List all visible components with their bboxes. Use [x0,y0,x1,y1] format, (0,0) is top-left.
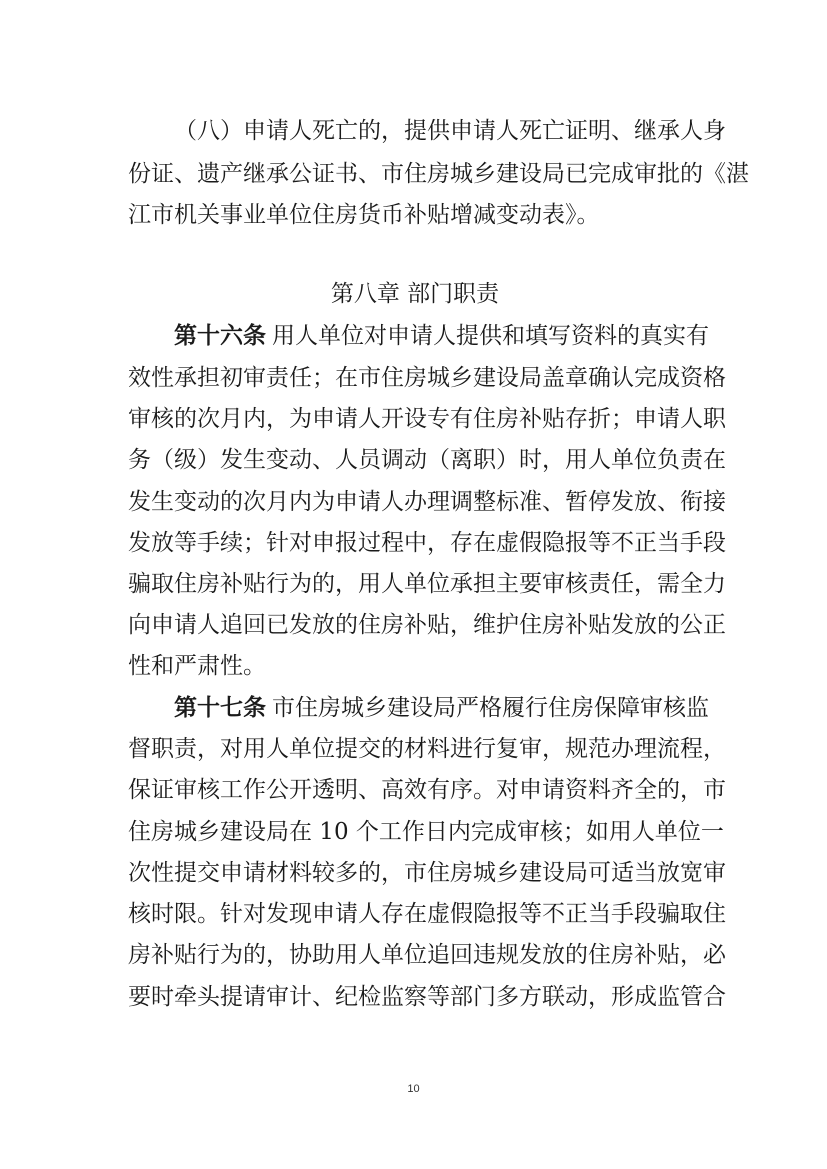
article-16-line: 发生变动的次月内为申请人办理调整标准、暂停发放、衔接 [128,489,726,515]
section-8-line-1: （八）申请人死亡的，提供申请人死亡证明、继承人身 [174,118,726,144]
article-17-heading: 第十七条 [174,695,266,721]
article-17-first-line-text: 市住房城乡建设局严格履行住房保障审核监 [272,695,709,721]
article-17-line: 核时限。针对发现申请人存在虚假隐报等不正当手段骗取住 [128,901,726,927]
article-17-line: 保证审核工作公开透明、高效有序。对申请资料齐全的，市 [128,777,726,803]
article-17-line: 房补贴行为的，协助用人单位追回违规发放的住房补贴，必 [128,942,726,968]
article-16-line: 性和严肃性。 [128,653,266,679]
article-16-line: 审核的次月内，为申请人开设专有住房补贴存折；申请人职 [128,406,726,432]
page-number: 10 [407,1083,420,1095]
article-16-first-line-text: 用人单位对申请人提供和填写资料的真实有 [272,323,709,349]
article-17-line: 次性提交申请材料较多的，市住房城乡建设局可适当放宽审 [128,860,726,886]
article-17-line: 督职责，对用人单位提交的材料进行复审，规范办理流程， [128,736,726,762]
article-16-line: 效性承担初审责任；在市住房城乡建设局盖章确认完成资格 [128,365,726,391]
article-17-line: 住房城乡建设局在 10 个工作日内完成审核；如用人单位一 [128,819,724,845]
article-16-line: 骗取住房补贴行为的，用人单位承担主要审核责任，需全力 [128,571,726,597]
article-16-heading: 第十六条 [174,323,266,349]
chapter-title: 第八章 部门职责 [330,281,500,307]
article-16-line: 向申请人追回已发放的住房补贴，维护住房补贴发放的公正 [128,612,726,638]
article-17-line: 要时牵头提请审计、纪检监察等部门多方联动，形成监管合 [128,984,726,1010]
article-17-first-line [174,691,709,725]
article-16-first-line [174,319,709,353]
article-16-line: 发放等手续；针对申报过程中，存在虚假隐报等不正当手段 [128,530,726,556]
section-8-line-2: 份证、遗产继承公证书、市住房城乡建设局已完成审批的《湛 [128,161,749,187]
article-16-line: 务（级）发生变动、人员调动（离职）时，用人单位负责在 [128,447,726,473]
section-8-line-3: 江市机关事业单位住房货币补贴增减变动表》。 [128,202,600,228]
